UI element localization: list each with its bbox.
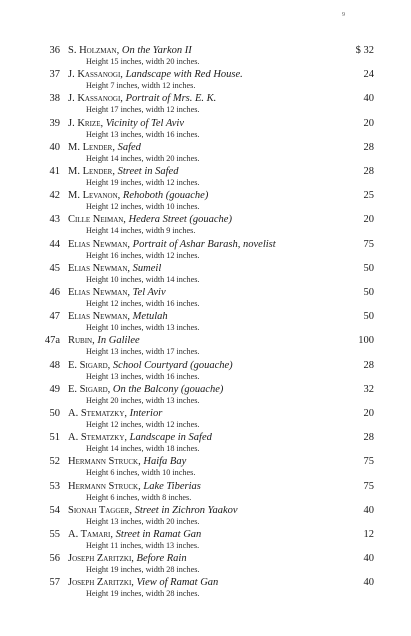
work-title: Hedera Street (gouache) xyxy=(128,214,232,226)
entry-dimensions: Height 13 inches, width 16 inches. xyxy=(86,371,200,381)
entry-title xyxy=(68,118,184,130)
catalogue-entry xyxy=(0,456,411,478)
catalogue-entry xyxy=(0,335,411,357)
entry-title xyxy=(68,529,201,541)
entry-price: 28 xyxy=(363,141,374,153)
entry-number: 39 xyxy=(49,117,60,129)
entry-price: 40 xyxy=(363,504,374,516)
entry-dimensions: Height 15 inches, width 20 inches. xyxy=(86,57,200,66)
artist-name: E. Sigard, xyxy=(68,383,111,395)
work-title: On the Yarkon II xyxy=(121,45,192,56)
entry-title xyxy=(68,142,141,154)
catalogue-entry xyxy=(0,142,411,164)
artist-name: J. Kassanogi, xyxy=(68,93,123,105)
entry-number: 41 xyxy=(49,166,60,177)
entry-number: 43 xyxy=(49,214,60,226)
entry-price: 50 xyxy=(363,311,374,323)
entry-title xyxy=(68,505,238,517)
catalogue-entry xyxy=(0,93,411,115)
entry-number: 48 xyxy=(49,359,60,371)
entry-price: 24 xyxy=(363,69,374,81)
entry-dimensions: Height 14 inches, width 20 inches. xyxy=(86,153,200,163)
catalogue-entry xyxy=(0,263,411,285)
entry-number: 45 xyxy=(49,262,60,274)
entry-number: 51 xyxy=(49,432,60,444)
work-title: Landscape in Safed xyxy=(129,432,212,444)
work-title: Sumeil xyxy=(132,262,162,274)
artist-name: M. Lender, xyxy=(68,166,115,177)
work-title: Haifa Bay xyxy=(143,456,187,468)
entry-dimensions: Height 12 inches, width 16 inches. xyxy=(86,299,200,308)
work-title: Street in Zichron Yaakov xyxy=(134,504,238,516)
catalogue-entry xyxy=(0,505,411,527)
entry-title xyxy=(68,456,186,468)
entry-dimensions: Height 6 inches, width 8 inches. xyxy=(86,492,192,502)
entry-number: 53 xyxy=(49,480,60,492)
entry-title xyxy=(68,69,243,81)
entry-number: 42 xyxy=(49,190,60,202)
artist-name: Elias Newman, xyxy=(68,287,131,298)
entry-dimensions: Height 19 inches, width 12 inches. xyxy=(86,178,200,187)
catalogue-entry xyxy=(0,69,411,91)
entry-dimensions: Height 13 inches, width 17 inches. xyxy=(86,347,200,357)
entry-dimensions: Height 19 inches, width 28 inches. xyxy=(86,589,200,599)
entry-dimensions: Height 17 inches, width 12 inches. xyxy=(86,105,200,115)
entry-dimensions: Height 16 inches, width 12 inches. xyxy=(86,250,200,260)
work-title: On the Balcony (gouache) xyxy=(112,383,224,395)
entry-dimensions: Height 20 inches, width 13 inches. xyxy=(86,395,200,405)
entry-title xyxy=(68,432,212,444)
catalogue-entry xyxy=(0,553,411,575)
entry-dimensions: Height 14 inches, width 18 inches. xyxy=(86,444,200,454)
entry-title xyxy=(68,239,276,251)
entry-price: 28 xyxy=(363,432,374,444)
catalogue-entry xyxy=(0,190,411,212)
entry-title xyxy=(68,45,192,57)
artist-name: Hermann Struck, xyxy=(68,456,141,468)
page-mark: 9 xyxy=(342,12,345,18)
entry-number: 54 xyxy=(49,504,60,516)
artist-name: M. Levanon, xyxy=(68,190,121,202)
entry-number: 46 xyxy=(49,287,60,298)
entry-price: 100 xyxy=(358,335,374,347)
entry-number: 47 xyxy=(49,311,60,323)
artist-name: A. Stematzky, xyxy=(68,432,128,444)
entry-dimensions: Height 10 inches, width 13 inches. xyxy=(86,323,200,333)
entry-number: 49 xyxy=(49,383,60,395)
entry-dimensions: Height 10 inches, width 14 inches. xyxy=(86,274,200,284)
artist-name: Rubin, xyxy=(68,335,95,347)
artist-name: Hermann Struck, xyxy=(68,480,141,492)
artist-name: Elias Newman, xyxy=(68,311,131,323)
artist-name: Elias Newman, xyxy=(68,238,131,250)
entry-price: 25 xyxy=(363,190,374,202)
entry-number: 38 xyxy=(49,93,60,105)
entry-price: 50 xyxy=(363,262,374,274)
entry-number: 57 xyxy=(49,577,60,589)
catalogue-entry xyxy=(0,45,411,67)
catalogue-entry xyxy=(0,529,411,551)
work-title: Metulah xyxy=(132,311,168,323)
work-title: Portrait of Mrs. E. K. xyxy=(125,93,217,105)
entry-title xyxy=(68,481,201,493)
entry-title xyxy=(68,93,216,105)
entry-price: 40 xyxy=(363,93,374,105)
work-title: Interior xyxy=(129,408,163,419)
entry-price: $ 32 xyxy=(355,45,374,56)
catalogue-entry xyxy=(0,239,411,261)
work-title: In Galilee xyxy=(97,335,140,347)
entry-price: 40 xyxy=(363,553,374,565)
entry-price: 20 xyxy=(363,408,374,419)
entry-price: 28 xyxy=(363,166,374,177)
catalogue-entry xyxy=(0,481,411,503)
entry-title xyxy=(68,166,178,178)
entry-title xyxy=(68,287,166,299)
entry-price: 20 xyxy=(363,214,374,226)
entry-dimensions: Height 19 inches, width 28 inches. xyxy=(86,565,200,575)
artist-name: M. Lender, xyxy=(68,141,115,153)
artist-name: Cille Neiman, xyxy=(68,214,126,226)
work-title: Tel Aviv xyxy=(132,287,166,298)
artist-name: E. Sigard, xyxy=(68,359,111,371)
work-title: Landscape with Red House. xyxy=(125,69,243,81)
entry-dimensions: Height 7 inches, width 12 inches. xyxy=(86,81,196,91)
catalogue-entry xyxy=(0,384,411,406)
work-title: Vicinity of Tel Aviv xyxy=(105,117,184,129)
entry-price: 12 xyxy=(363,529,374,540)
entry-title xyxy=(68,214,232,226)
entry-dimensions: Height 14 inches, width 9 inches. xyxy=(86,226,196,236)
entry-dimensions: Height 12 inches, width 10 inches. xyxy=(86,202,200,212)
artist-name: Joseph Zaritzki, xyxy=(68,577,134,589)
artist-name: A. Stematzky, xyxy=(68,408,128,419)
entry-title xyxy=(68,190,208,202)
entry-number: 50 xyxy=(49,408,60,419)
catalogue-entry xyxy=(0,408,411,430)
entry-number: 44 xyxy=(49,238,60,250)
work-title: Lake Tiberias xyxy=(143,480,201,492)
artist-name: S. Holzman, xyxy=(68,45,120,56)
entry-price: 28 xyxy=(363,359,374,371)
entry-dimensions: Height 13 inches, width 20 inches. xyxy=(86,516,200,526)
entry-number: 37 xyxy=(49,69,60,81)
work-title: Before Rain xyxy=(136,553,187,565)
entry-price: 32 xyxy=(363,383,374,395)
entry-number: 47a xyxy=(44,335,60,347)
entry-price: 40 xyxy=(363,577,374,589)
catalogue-entry xyxy=(0,432,411,454)
work-title: Street in Safed xyxy=(117,166,179,177)
work-title: Rehoboth (gouache) xyxy=(122,190,209,202)
artist-name: Elias Newman, xyxy=(68,262,131,274)
entry-price: 50 xyxy=(363,287,374,298)
entry-price: 20 xyxy=(363,117,374,129)
entry-price: 75 xyxy=(363,456,374,468)
entry-title xyxy=(68,360,233,372)
entry-dimensions: Height 12 inches, width 12 inches. xyxy=(86,420,200,429)
entry-number: 36 xyxy=(49,45,60,56)
work-title: School Courtyard (gouache) xyxy=(112,359,233,371)
work-title: View of Ramat Gan xyxy=(136,577,219,589)
artist-name: J. Krize, xyxy=(68,117,104,129)
artist-name: Sionah Tagger, xyxy=(68,504,132,516)
catalogue-entry xyxy=(0,311,411,333)
entry-number: 52 xyxy=(49,456,60,468)
work-title: Safed xyxy=(117,141,141,153)
catalogue-entry xyxy=(0,166,411,188)
entry-dimensions: Height 13 inches, width 16 inches. xyxy=(86,129,200,139)
entry-dimensions: Height 11 inches, width 13 inches. xyxy=(86,541,200,550)
entry-number: 56 xyxy=(49,553,60,565)
entry-price: 75 xyxy=(363,480,374,492)
artist-name: Joseph Zaritzki, xyxy=(68,553,134,565)
catalogue-entry xyxy=(0,577,411,599)
entry-title xyxy=(68,263,161,275)
catalogue-entry xyxy=(0,360,411,382)
entry-title xyxy=(68,553,187,565)
entry-title xyxy=(68,408,162,420)
entry-title xyxy=(68,311,168,323)
entry-price: 75 xyxy=(363,238,374,250)
work-title: Portrait of Ashar Barash, novelist xyxy=(132,238,276,250)
work-title: Street in Ramat Gan xyxy=(115,529,202,540)
entry-number: 40 xyxy=(49,141,60,153)
entry-number: 55 xyxy=(49,529,60,540)
entry-title xyxy=(68,577,218,589)
entry-dimensions: Height 6 inches, width 10 inches. xyxy=(86,468,196,478)
catalogue-entry xyxy=(0,287,411,309)
entry-title xyxy=(68,335,140,347)
artist-name: J. Kassanogi, xyxy=(68,69,123,81)
entry-title xyxy=(68,384,223,396)
artist-name: A. Tamari, xyxy=(68,529,114,540)
catalogue-entry xyxy=(0,118,411,140)
catalogue-entry xyxy=(0,214,411,236)
